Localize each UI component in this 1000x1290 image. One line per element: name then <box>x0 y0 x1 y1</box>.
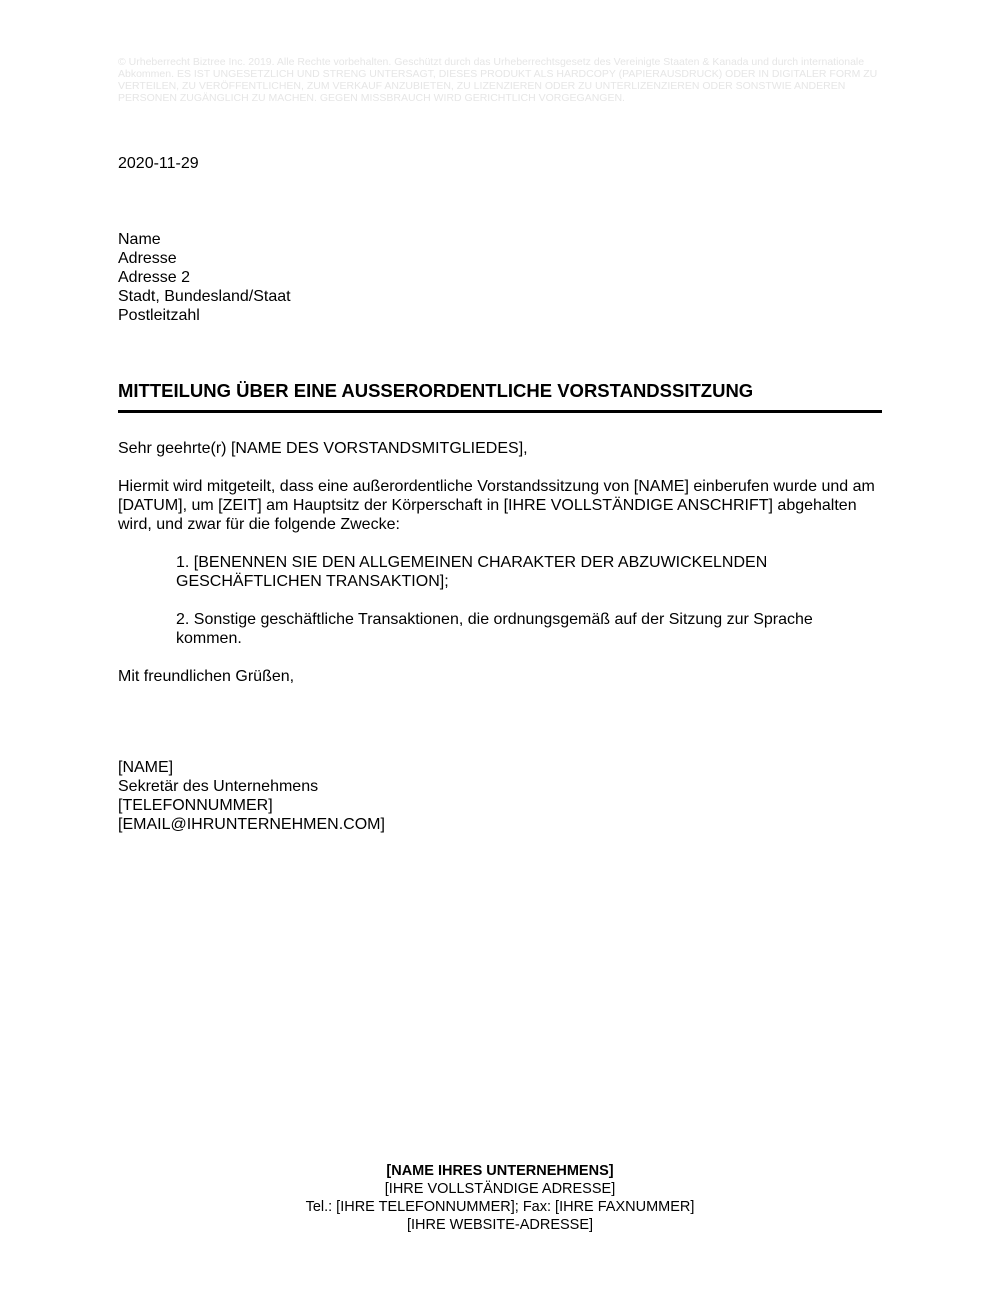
letterhead-footer <box>0 1162 1000 1234</box>
recipient-address-line-2: Adresse 2 <box>118 269 191 286</box>
recipient-postal-code: Postleitzahl <box>118 307 200 324</box>
footer-contact: Tel.: [IHRE TELEFONNUMMER]; Fax: [IHRE FAXNUMMER] <box>305 1199 695 1215</box>
signature-block <box>118 758 385 834</box>
closing: Mit freundlichen Grüßen, <box>118 668 295 685</box>
footer-company-name: [NAME IHRES UNTERNEHMENS] <box>386 1163 614 1179</box>
purpose-item: 1. [BENENNEN SIE DEN ALLGEMEINEN CHARAKTER DER ABZUWICKELNDEN GESCHÄFTLICHEN TRANSAKTION]; <box>176 554 768 590</box>
intro-paragraph: Hiermit wird mitgeteilt, dass eine außerordentliche Vorstandssitzung von [NAME] einberufen wurde und am [DATUM], um [ZEIT] am Hauptsitz der Körperschaft in [IHRE VOLLSTÄNDIGE ANSCHRIFT] abgehalten wird, und zwar für die folgende Zwecke: <box>118 478 875 533</box>
signer-role: Sekretär des Unternehmens <box>118 778 319 795</box>
footer-website: [IHRE WEBSITE-ADRESSE] <box>406 1217 594 1233</box>
salutation: Sehr geehrte(r) [NAME DES VORSTANDSMITGLIEDES], <box>118 440 528 457</box>
signer-name: [NAME] <box>118 759 174 776</box>
letter-date: 2020-11-29 <box>118 155 199 172</box>
recipient-address-line-1: Adresse <box>118 250 177 267</box>
document-title: MITTEILUNG ÜBER EINE AUSSERORDENTLICHE VORSTANDSSITZUNG <box>118 380 882 413</box>
signer-email: [EMAIL@IHRUNTERNEHMEN.COM] <box>118 816 385 833</box>
signer-phone: [TELEFONNUMMER] <box>118 797 273 814</box>
recipient-city: Stadt, Bundesland/Staat <box>118 288 291 305</box>
purpose-item: 2. Sonstige geschäftliche Transaktionen, die ordnungsgemäß auf der Sitzung zur Sprache kommen. <box>176 611 813 647</box>
copyright-notice: © Urheberrecht Biztree Inc. 2019. Alle Rechte vorbehalten. Geschützt durch das Urheberrechtsgesetz des Vereinigte Staaten & Kanada und durch internationale Abkommen. ES IST UNGESETZLICH UND STRENG UNTERSAGT, DIESES PRODUKT ALS HARDCOPY (PAPIERAUSDRUCK) ODER IN DIGITALER FORM ZU VERTEILEN, ZU VERÖFFENTLICHEN, ZUM VERKAUF ANZUBIETEN, ZU LIZENZIEREN ODER ZU UNTERLIZENZIEREN ODER SONSTWIE ANDEREN PERSONEN ZUGÄNGLICH ZU MACHEN. GEGEN MISSBRAUCH WIRD GERICHTLICH VORGEGANGEN. <box>118 56 878 104</box>
recipient-address-block <box>118 230 291 325</box>
recipient-name: Name <box>118 231 161 248</box>
letter-body <box>118 439 882 705</box>
purpose-list <box>176 553 882 648</box>
footer-address: [IHRE VOLLSTÄNDIGE ADRESSE] <box>384 1181 616 1197</box>
